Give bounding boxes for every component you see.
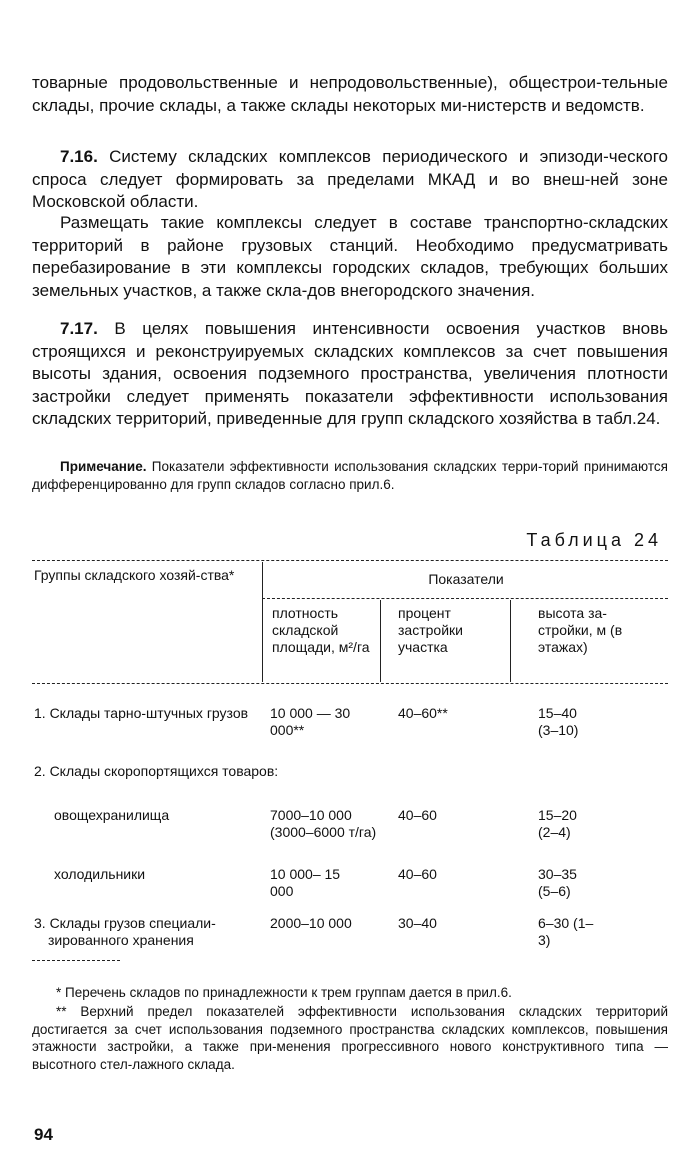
table-cell-density: 7000–10 000 (3000–6000 т/га) — [270, 807, 377, 840]
table-head-percent: процент застройки участка — [398, 605, 463, 655]
table-col-divider — [380, 600, 381, 682]
note-label: Примечание. — [60, 459, 147, 474]
table-col-divider — [510, 600, 511, 682]
paragraph-continuation: товарные продовольственные и непродовольственные), общестрои-тельные склады, прочие склады, а также склады некоторых ми-нистерств и ведомств. — [32, 73, 668, 115]
page-number: 94 — [34, 1125, 53, 1144]
clause-number: 7.16. — [60, 147, 98, 166]
table-row-name: 3. Склады грузов специали-зированного хранения — [34, 915, 216, 948]
table-cell-height: 15–20 (2–4) — [538, 807, 577, 840]
footnote-mark: * — [56, 985, 62, 1000]
clause-number: 7.17. — [60, 319, 98, 338]
table-head-group: Группы складского хозяй-ства* — [34, 567, 235, 583]
footnote-text: Верхний предел показателей эффективности использования складских территорий достигается за счет использования подземного пространства складских комплексов, повышения этажности застройки, а также при-менения прогрессивного нового конструктивного типа — высотного стел-лажного склада. — [32, 1004, 668, 1072]
paragraph-7-17 — [32, 318, 668, 431]
table-cell-percent: 40–60** — [398, 705, 448, 721]
note-text: Показатели эффективности использования складских терри-торий принимаются дифференцированно для групп складов согласно прил.6. — [32, 459, 668, 492]
table-cell-percent: 30–40 — [398, 915, 437, 931]
footnote-1 — [32, 984, 668, 1002]
table-top-rule — [32, 560, 668, 561]
paragraph-text: В целях повышения интенсивности освоения участков вновь строящихся и реконструируемых складских комплексов за счет повышения высоты здания, освоения подземного пространства, увеличения плотности застройки следует применять показатели эффективности использования складских территорий, приведенные для групп складского хозяйства в табл.24. — [32, 319, 668, 428]
table-row-name: 2. Склады скоропортящихся товаров: — [34, 763, 279, 779]
paragraph-text: Систему складских комплексов периодического и эпизоди-ческого спроса следует формировать за пределами МКАД и во внеш-ней зоне Московской области. — [32, 147, 668, 211]
table-cell-density: 10 000 — 30 000** — [270, 705, 351, 738]
note — [32, 458, 668, 493]
footnote-2 — [32, 1003, 668, 1073]
table-cell-percent: 40–60 — [398, 807, 437, 823]
table-cell-density: 2000–10 000 — [270, 915, 352, 931]
table-row-name: 1. Склады тарно-штучных грузов — [34, 705, 249, 721]
table-cell-height: 15–40 (3–10) — [538, 705, 579, 738]
paragraph-7-16 — [32, 146, 668, 214]
paragraph-placement: Размещать такие комплексы следует в составе транспортно-складских территорий в районе грузовых станций. Необходимо предусматривать перебазирование в эти комплексы городских складов, требующих больших земельных участков, а также скла-дов внегородского значения. — [32, 213, 668, 300]
table-cell-height: 6–30 (1–3) — [538, 915, 594, 948]
table-col-divider — [262, 562, 263, 682]
table-cell-height: 30–35 (5–6) — [538, 866, 577, 899]
footnote-mark: ** — [56, 1004, 67, 1019]
table-row-name: холодильники — [54, 866, 146, 882]
table-cell-density: 10 000– 15 000 — [270, 866, 341, 899]
table-head-rule — [32, 683, 668, 684]
table-head-density: плотность складской площади, м²/га — [272, 605, 370, 655]
footnote-text: Перечень складов по принадлежности к трем группам дается в прил.6. — [65, 985, 512, 1000]
table-head-indicators: Показатели — [428, 571, 504, 587]
footnote-rule — [32, 960, 120, 961]
table-head-height: высота за-стройки, м (в этажах) — [538, 605, 623, 655]
table-sub-rule — [262, 598, 668, 599]
table-caption: Таблица 24 — [526, 530, 662, 550]
table-row-name: овощехранилища — [54, 807, 170, 823]
table-cell-percent: 40–60 — [398, 866, 437, 882]
